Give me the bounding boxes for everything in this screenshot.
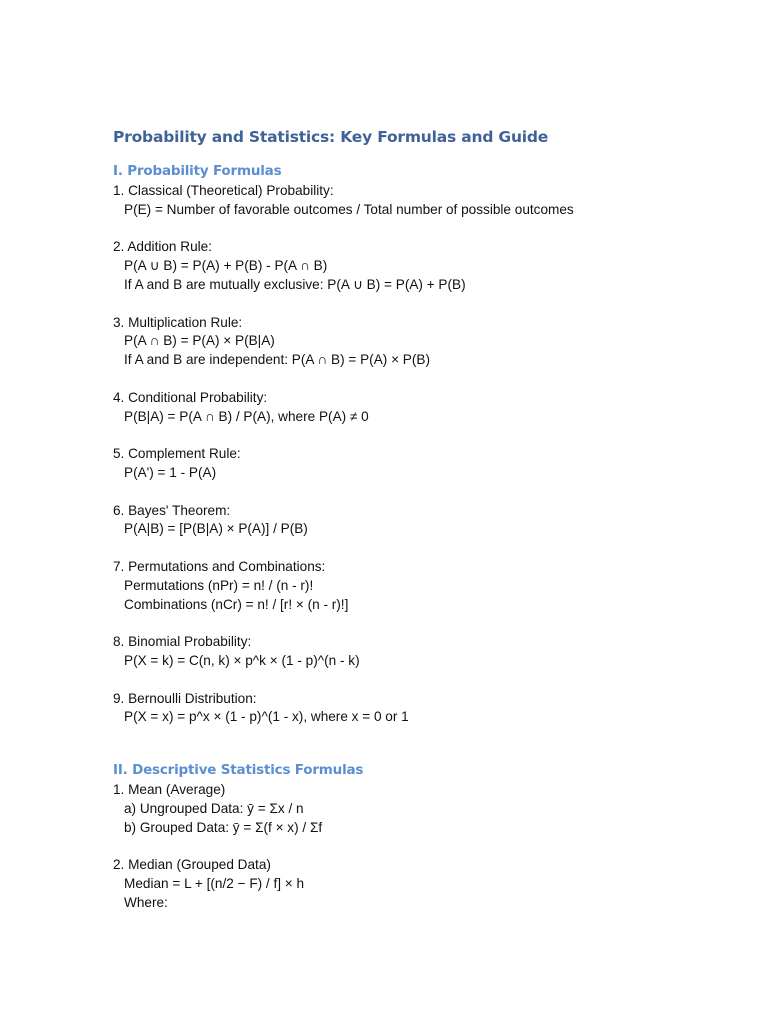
formula-line: P(A ∪ B) = P(A) + P(B) - P(A ∩ B): [124, 258, 328, 274]
formula-line: b) Grouped Data: ȳ = Σ(f × x) / Σf: [124, 819, 323, 835]
item-label: 1. Classical (Theoretical) Probability:: [113, 183, 334, 198]
formula-item: [113, 502, 733, 540]
formula-item: [113, 445, 733, 483]
item-label: 4. Conditional Probability:: [113, 389, 268, 405]
item-label: 2. Median (Grouped Data): [113, 857, 271, 873]
item-label: 8. Binomial Probability:: [113, 634, 252, 650]
formula-item: [113, 389, 733, 427]
formula-line: a) Ungrouped Data: ȳ = Σx / n: [124, 800, 304, 816]
item-label: 3. Multiplication Rule:: [113, 314, 243, 330]
section-probability-formulas: [113, 160, 733, 727]
formula-item: [113, 781, 733, 837]
formula-line: P(X = k) = C(n, k) × p^k × (1 - p)^(n - k): [124, 652, 360, 668]
formula-item: [113, 238, 733, 294]
formula-line: P(X = x) = p^x × (1 - p)^(1 - x), where x = 0 or 1: [124, 709, 409, 725]
document-page: [113, 124, 733, 913]
document-title: Probability and Statistics: Key Formulas and Guide: [113, 128, 549, 146]
formula-line: If A and B are independent: P(A ∩ B) = P(A) × P(B): [124, 352, 430, 368]
formula-item: [113, 182, 733, 220]
formula-item: [113, 314, 733, 370]
formula-line: P(A|B) = [P(B|A) × P(A)] / P(B): [124, 521, 308, 537]
item-label: 2. Addition Rule:: [113, 239, 212, 255]
item-label: 9. Bernoulli Distribution:: [113, 690, 257, 706]
formula-line: P(B|A) = P(A ∩ B) / P(A), where P(A) ≠ 0: [124, 408, 369, 424]
formula-line: P(A') = 1 - P(A): [124, 464, 217, 480]
item-label: 7. Permutations and Combinations:: [113, 558, 326, 574]
item-label: 1. Mean (Average): [113, 782, 226, 798]
section-heading: I. Probability Formulas: [113, 163, 282, 179]
formula-line: P(A ∩ B) = P(A) × P(B|A): [124, 333, 275, 349]
formula-line: P(E) = Number of favorable outcomes / Total number of possible outcomes: [124, 201, 574, 217]
item-label: 5. Complement Rule:: [113, 446, 241, 462]
formula-line: Permutations (nPr) = n! / (n - r)!: [124, 577, 314, 593]
formula-line: Combinations (nCr) = n! / [r! × (n - r)!]: [124, 596, 349, 612]
formula-item: [113, 558, 733, 614]
item-label: 6. Bayes' Theorem:: [113, 502, 231, 518]
section-descriptive-statistics: [113, 759, 733, 913]
formula-line: Where:: [124, 894, 168, 910]
formula-line: If A and B are mutually exclusive: P(A ∪ B) = P(A) + P(B): [124, 276, 466, 292]
formula-line: Median = L + [(n/2 − F) / f] × h: [124, 876, 305, 892]
formula-item: [113, 633, 733, 671]
formula-item: [113, 690, 733, 728]
formula-item: [113, 856, 733, 912]
section-heading: II. Descriptive Statistics Formulas: [113, 762, 364, 779]
